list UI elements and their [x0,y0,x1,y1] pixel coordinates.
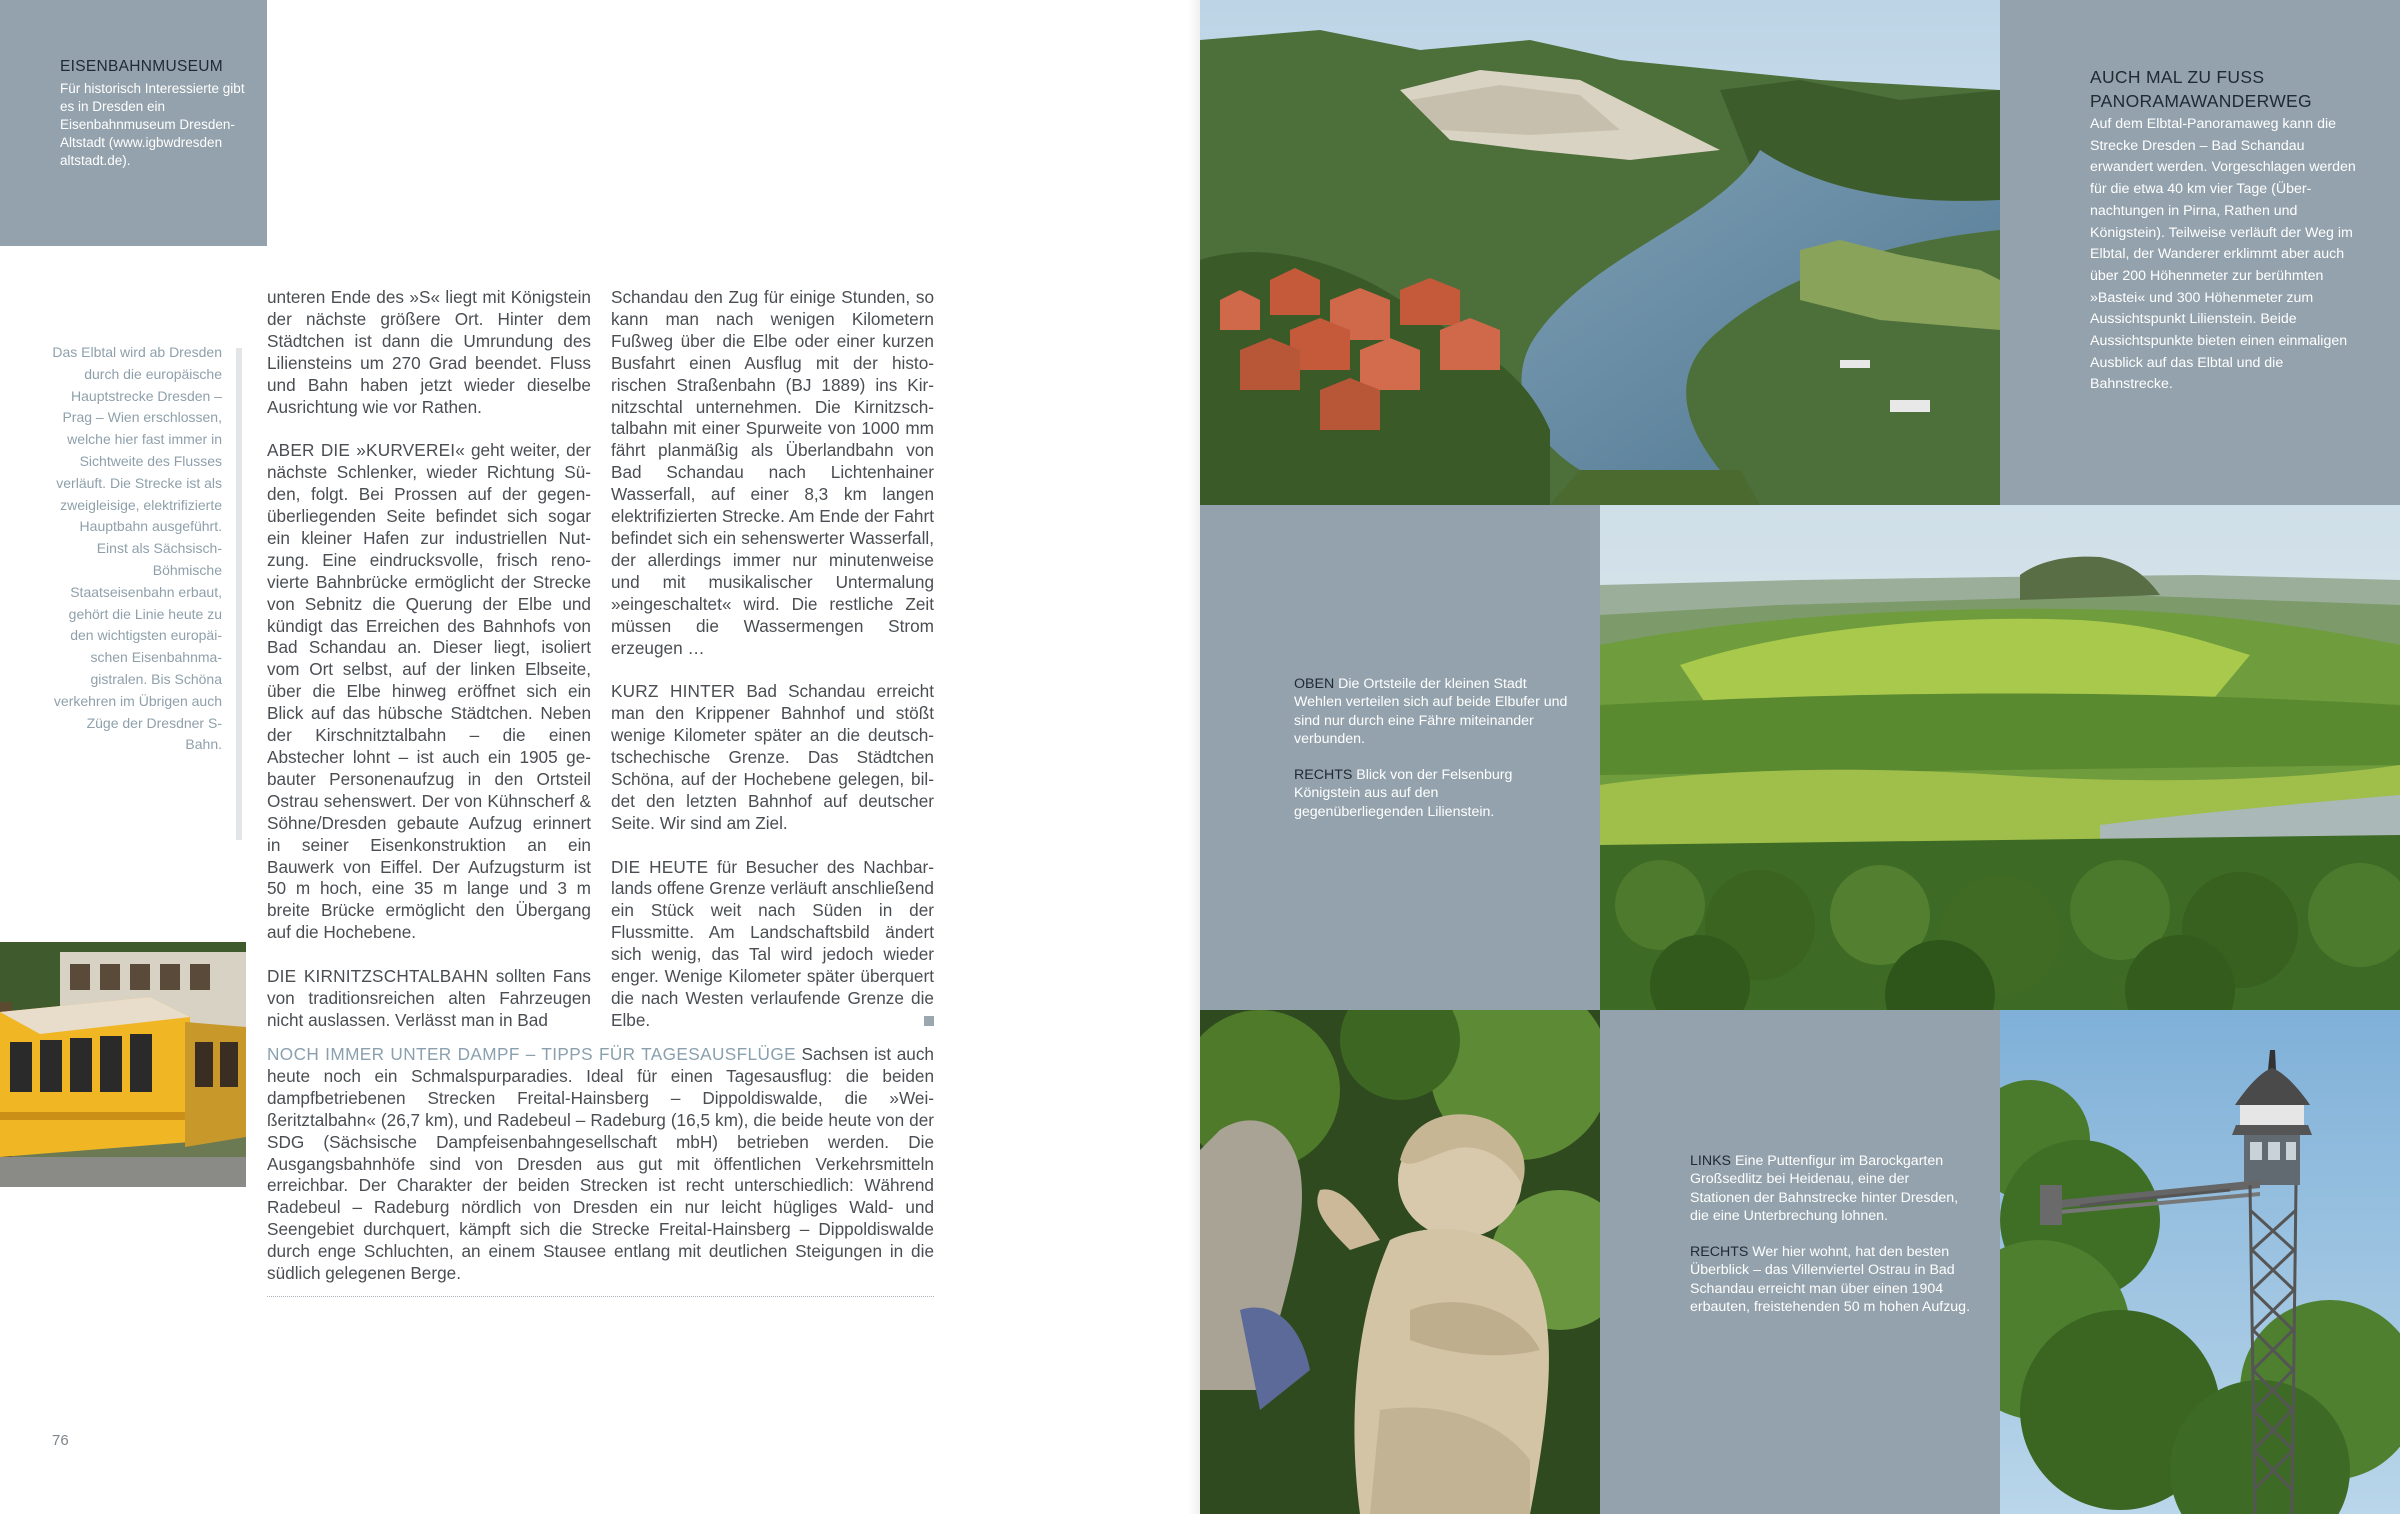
paragraph [267,287,591,418]
wanderweg-body: Auf dem Elbtal-Panoramaweg kann die Strecke Dresden – Bad Schandau erwandert werden. Vorgeschlagen werden für die etwa 40 km vier Tage (Übernachtungen in Pirna, Rathen und Königstein). Teilweise verläuft der Weg im Elbtal, der Wanderer erklimmt aber auch über 200 Höhenmeter zur berühmten »Bastei« und 300 Höhenmeter zum Aussichtspunkt Lilienstein. Beide Aussichtspunkte bieten einen einmaligen Ausblick auf das Elbtal und die Bahnstrecke. [2090,116,2356,393]
paragraph [267,440,591,944]
paragraph [611,857,934,1032]
body-column-2 [611,287,934,1054]
side-note: Das Elbtal wird ab Dresden durch die europäische Hauptstrecke Dresden – Prag – Wien erschlossen, welche hier fast immer in Sichtweite des Flusses verläuft. Die Strecke ist als zweigleisige, elektrifizierte Hauptbahn ausgeführt. Einst als Sächsisch-Böhmische Staatseisenbahn erbaut, gehört die Linie heute zu den wichtigsten europäischen Eisenbahnmagistralen. Bis Schöna verkehren im Übrigen auch Züge der Dresdner S-Bahn. [52,344,222,753]
caption-text: Eine Puttenfigur im Barockgarten Großsedlitz bei Heidenau, eine der Stationen der Bahnstrecke hinter Dresden, die eine Unterbrechung lohnen. [1690,1153,1959,1224]
tipps-heading: NOCH IMMER UNTER DAMPF – TIPPS FÜR TAGESAUSFLÜGE [267,1044,796,1064]
paragraph-text: unteren Ende des »S« liegt mit Königstein der nächste größere Ort. Hinter dem Städtchen ist dann die Umrundung des Liliensteins um 270 Grad beendet. Fluss und Bahn haben jetzt wieder dieselbe Ausrichtung wie vor Rathen. [267,287,591,417]
lilienstein-photo [1600,505,2400,1010]
tipps-body: Sachsen ist auch heute noch ein Schmalspurparadies. Ideal für einen Tagesausflug: die beiden dampfbetriebenen Strecken Freital-Hainsberg – Dippoldiswalde, die »Weißeritztalbahn« (26,7 km), und Radebeul – Radeburg (16,5 km), die beide heute von der SDG (Sächsische Dampfeisenbahngesellschaft mbH) betrieben werden. Die Ausgangsbahnhöfe sind von Dresden aus gut mit öffentlichen Verkehrsmitteln erreichbar. Der Charakter der beiden Strecken ist recht unterschiedlich: Während Radebeul – Radeburg nördlich von Dresden ein nur leicht hügliges Wald- und Seengebiet durchquert, kämpft sich die Strecke Freital-Hainsberg – Dippoldiswalde durch enge Schluchten, an einem Stausee entlang mit deutlichen Steigungen in die südlich gelegenen Berge. [267,1044,934,1284]
caption-rechts [1690,1243,1970,1316]
paragraph-text: Schandau den Zug für einige Stunden, so kann man nach wenigen Kilometern Fußweg über die Elbe oder einer kurzen Busfahrt einen Ausflug mit der historischen Straßenbahn (BJ 1889) ins Kirnitzschtal unternehmen. Die Kirnitzschtalbahn mit einer Spurweite von 1000 mm fährt planmäßig als Überlandbahn von Bad Schandau nach Lichtenhainer Wasserfall, auf einer 8,3 km langen elektrifizierten Strecke. Am Ende der Fahrt befindet sich ein sehenswerter Wasserfall, der allerdings immer nur minutenweise und mit musikalischer Untermalung »eingeschaltet« wird. Die restliche Zeit müssen die Wassermengen Strom erzeugen … [611,287,934,658]
caption-key: LINKS [1690,1153,1732,1169]
paragraph-lead: DIE HEUTE [611,856,709,877]
paragraph-lead: KURZ HINTER [611,681,736,702]
elbe-valley-illustration [1200,0,2000,505]
museum-info-box [0,0,267,246]
paragraph-text: für Besucher des Nachbarlands offene Grenze verläuft anschließend ein Stück weit nach Süden in der Flussmitte. Am Landschaftsbild ändert sich wenig, das Tal wird jedoch wieder enger. Wenige Kilometer später überquert die nach Westen verlaufende Grenze die Elbe. [611,856,934,1030]
lilienstein-illustration [1600,505,2400,1010]
caption-box-1 [1200,505,1600,1010]
side-note-rule [236,348,242,840]
putto-illustration [1200,1010,1600,1514]
paragraph [611,287,934,659]
tram-photo [0,942,246,1187]
page-number: 76 [52,1432,69,1449]
caption-key: RECHTS [1294,767,1353,784]
museum-box-title: EISENBAHNMUSEUM [60,58,223,75]
wanderweg-title-line2: PANORAMAWANDERWEG [2090,91,2312,111]
elbe-valley-photo [1200,0,2000,505]
dotted-divider [267,1296,934,1297]
paragraph-lead: DIE KIRNITZSCHTALBAHN [267,966,489,987]
paragraph [611,681,934,834]
tipps-section [267,1044,934,1285]
tram-illustration [0,942,246,1187]
paragraph-text: Bad Schandau erreicht man den Krippener Bahnhof und stößt wenige Kilometer später an die deutschtschechische Grenze. Das Städtchen Schöna, auf der Hochebene gelegen, bildet den letzten Bahnhof auf deutscher Seite. Wir sind am Ziel. [611,681,934,833]
paragraph-text: sollten Fans von traditionsreichen alten Fahrzeugen nicht auslassen. Verlässt man in Bad [267,966,592,1030]
caption-key: RECHTS [1690,1244,1749,1261]
caption-links [1690,1152,1970,1225]
caption-oben [1294,675,1570,748]
body-column-1 [267,287,591,1054]
tower-illustration [2000,1010,2400,1514]
elevator-tower-photo [2000,1010,2400,1514]
wanderweg-title-line1: AUCH MAL ZU FUSS [2090,67,2265,87]
paragraph [267,966,591,1032]
end-mark-icon [924,1016,934,1026]
wanderweg-info-box [2000,0,2400,505]
museum-box-body: Für historisch Interessierte gibt es in Dresden ein Eisenbahnmuseum Dresden-Altstadt (www.igbwdresden altstadt.de). [60,81,245,168]
caption-box-2 [1600,1010,2000,1514]
caption-key: OBEN [1294,676,1335,692]
caption-rechts [1294,766,1570,821]
caption-text: Die Ortsteile der kleinen Stadt Wehlen verteilen sich auf beide Elbufer und sind nur durch eine Fähre miteinander verbunden. [1294,676,1568,747]
caption-text: Blick von der Felsenburg Königstein aus auf den gegenüberliegenden Lilienstein. [1294,767,1513,820]
paragraph-lead: ABER DIE »KURVEREI« [267,440,465,461]
putto-statue-photo [1200,1010,1600,1514]
caption-text: Wer hier wohnt, hat den besten Überblick – das Villenviertel Ostrau in Bad Schandau erreicht man über einen 1904 erbauten, freistehenden 50 m hohen Aufzug. [1690,1244,1971,1316]
paragraph-text: geht weiter, der nächste Schlenker, wieder Richtung Süden, folgt. Bei Prossen auf der gegenüberliegenden Seite befindet sich sogar ein kleiner Hafen zur industriellen Nutzung. Eine eindrucksvolle, frisch renovierte Bahnbrücke ermöglicht der Strecke von Sebnitz die Querung der Elbe und kündigt das Erreichen des Bahnhofs von Bad Schandau an. Dieser liegt, isoliert vom Ort selbst, auf der linken Elbseite, über die Elbe hinweg eröffnet sich ein Blick auf das hübsche Städtchen. Neben der Kirschnitztalbahn – die einen Abstecher lohnt – ist auch ein 1905 gebauter Personenaufzug in den Ortsteil Ostrau sehenswert. Der von Kühnscherf & Söhne/Dresden gebaute Aufzug erinnert in seiner Eisenkonstruktion an ein Bauwerk von Eiffel. Der Aufzugsturm ist 50 m hoch, eine 35 m lange und 3 m breite Brücke ermöglicht den Übergang auf die Hochebene. [267,440,591,943]
